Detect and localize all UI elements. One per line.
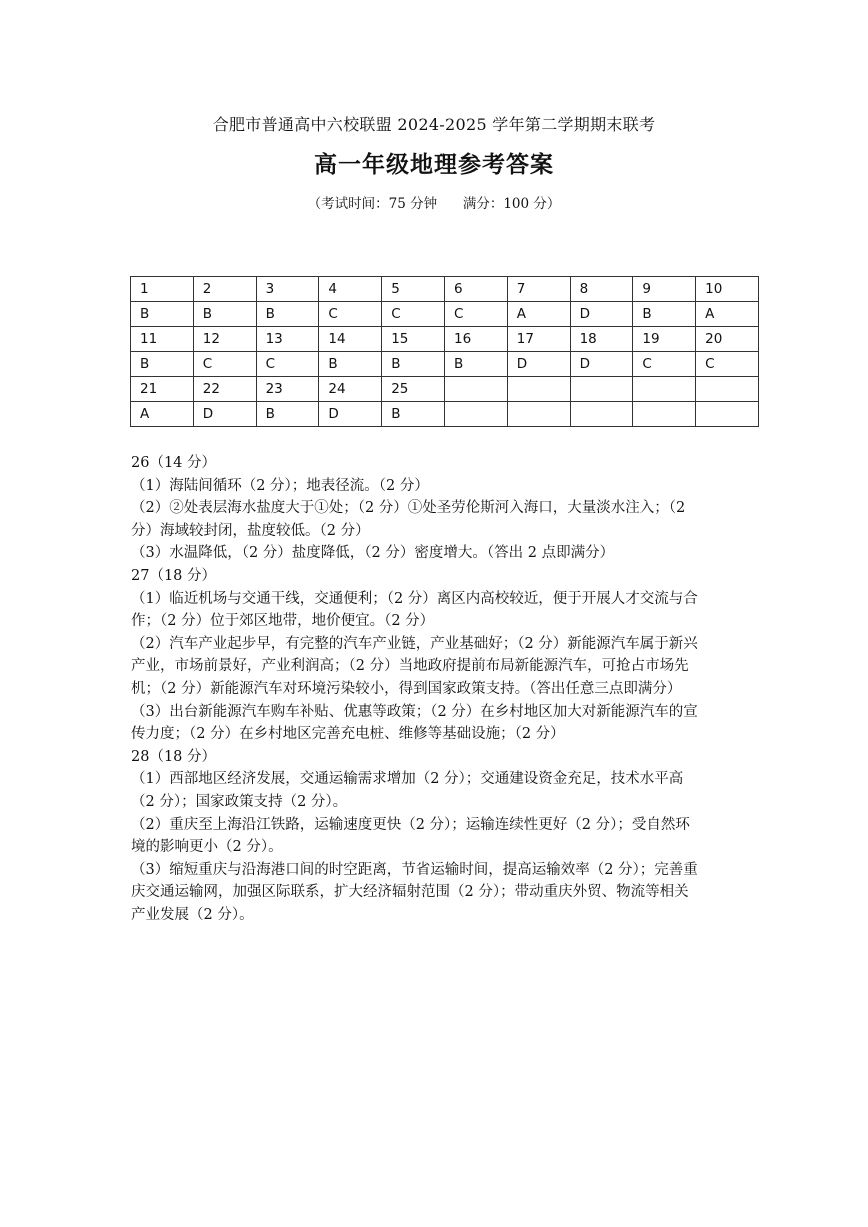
answer-line: （2 分）；国家政策支持（2 分）。 <box>131 793 348 810</box>
answer-line: （2）②处表层海水盐度大于①处；（2 分）①处圣劳伦斯河入海口，大量淡水注入；（2 <box>131 500 686 517</box>
exam-time-and-score: （考试时间：75 分钟 满分：100 分） <box>307 196 561 212</box>
table-cell: C <box>193 352 256 377</box>
table-cell: D <box>570 352 633 377</box>
multiple-choice-answer-table <box>130 276 759 427</box>
table-cell: D <box>319 402 382 427</box>
table-cell <box>696 402 759 427</box>
table-cell: 18 <box>570 327 633 352</box>
answer-line: 境的影响更小（2 分）。 <box>131 839 283 856</box>
exam-alliance-heading: 合肥市普通高中六校联盟 2024-2025 学年第二学期期末联考 <box>212 115 656 134</box>
table-cell: 21 <box>131 377 194 402</box>
table-row <box>131 352 759 377</box>
table-cell: 19 <box>633 327 696 352</box>
answer-line: 机；（2 分）新能源汽车对环境污染较小，得到国家政策支持。（答出任意三点即满分） <box>131 680 682 697</box>
page-title: 高一年级地理参考答案 <box>314 152 554 178</box>
table-cell: 4 <box>319 277 382 302</box>
table-cell: D <box>193 402 256 427</box>
table-row <box>131 377 759 402</box>
table-cell: B <box>382 402 445 427</box>
answer-line: 27（18 分） <box>131 567 217 584</box>
table-cell: D <box>570 302 633 327</box>
table-cell: C <box>633 352 696 377</box>
answer-line: 26（14 分） <box>131 455 217 471</box>
table-cell: 15 <box>382 327 445 352</box>
table-cell: C <box>444 302 507 327</box>
table-cell: B <box>256 402 319 427</box>
table-cell: 14 <box>319 327 382 352</box>
table-row <box>131 302 759 327</box>
table-cell: 12 <box>193 327 256 352</box>
table-cell: 3 <box>256 277 319 302</box>
table-cell: 17 <box>507 327 570 352</box>
table-cell <box>633 377 696 402</box>
table-cell: C <box>696 352 759 377</box>
table-cell: 11 <box>131 327 194 352</box>
table-cell <box>444 402 507 427</box>
table-cell: A <box>696 302 759 327</box>
answer-line: （1）海陆间循环（2 分）；地表径流。（2 分） <box>131 477 429 494</box>
table-cell: D <box>507 352 570 377</box>
answer-line: （1）临近机场与交通干线，交通便利；（2 分）离区内高校较近，便于开展人才交流与合 <box>131 590 698 607</box>
answer-line: 28（18 分） <box>131 748 217 765</box>
table-cell: A <box>507 302 570 327</box>
table-cell <box>507 377 570 402</box>
table-cell: 10 <box>696 277 759 302</box>
table-cell: 8 <box>570 277 633 302</box>
table-cell: B <box>319 352 382 377</box>
table-cell: 7 <box>507 277 570 302</box>
table-cell: 5 <box>382 277 445 302</box>
table-cell: B <box>131 302 194 327</box>
table-row <box>131 327 759 352</box>
table-cell: 1 <box>131 277 194 302</box>
table-cell: B <box>256 302 319 327</box>
answer-line: 传力度；（2 分）在乡村地区完善充电桩、维修等基础设施；（2 分） <box>131 726 565 743</box>
table-cell: 13 <box>256 327 319 352</box>
table-cell: 22 <box>193 377 256 402</box>
table-cell: B <box>633 302 696 327</box>
table-cell <box>507 402 570 427</box>
table-cell: B <box>382 352 445 377</box>
table-cell: 25 <box>382 377 445 402</box>
table-cell: 2 <box>193 277 256 302</box>
table-cell: 24 <box>319 377 382 402</box>
free-response-answers <box>131 452 751 926</box>
table-cell: 23 <box>256 377 319 402</box>
table-cell: 16 <box>444 327 507 352</box>
table-cell: B <box>444 352 507 377</box>
answer-line: （2）重庆至上海沿江铁路，运输速度更快（2 分）；运输连续性更好（2 分）；受自然环 <box>131 816 690 833</box>
answer-line: 作；（2 分）位于郊区地带，地价便宜。（2 分） <box>131 613 435 630</box>
table-cell: B <box>193 302 256 327</box>
answer-line: 分）海域较封闭，盐度较低。（2 分） <box>131 522 370 539</box>
table-cell: C <box>256 352 319 377</box>
table-cell: 20 <box>696 327 759 352</box>
table-cell <box>633 402 696 427</box>
answer-line: （1）西部地区经济发展，交通运输需求增加（2 分）；交通建设资金充足，技术水平高 <box>131 771 684 788</box>
table-cell: B <box>131 352 194 377</box>
answer-line: 产业，市场前景好，产业利润高；（2 分）当地政府提前布局新能源汽车，可抢占市场先 <box>131 658 689 675</box>
table-cell <box>570 377 633 402</box>
answer-line: （2）汽车产业起步早，有完整的汽车产业链，产业基础好；（2 分）新能源汽车属于新兴 <box>131 635 698 652</box>
table-cell <box>570 402 633 427</box>
answer-line: 庆交通运输网，加强区际联系，扩大经济辐射范围（2 分）；带动重庆外贸、物流等相关 <box>131 884 689 901</box>
answer-line: （3）水温降低，（2 分）盐度降低，（2 分）密度增大。（答出 2 点即满分） <box>131 545 615 562</box>
table-cell <box>444 377 507 402</box>
table-row <box>131 402 759 427</box>
answer-line: （3）缩短重庆与沿海港口间的时空距离，节省运输时间，提高运输效率（2 分）；完善重 <box>131 861 698 878</box>
table-cell: 6 <box>444 277 507 302</box>
table-row <box>131 277 759 302</box>
answer-line: 产业发展（2 分）。 <box>131 906 254 923</box>
answer-line: （3）出台新能源汽车购车补贴、优惠等政策；（2 分）在乡村地区加大对新能源汽车的宣 <box>131 703 698 720</box>
table-cell: C <box>319 302 382 327</box>
table-cell: C <box>382 302 445 327</box>
table-cell <box>696 377 759 402</box>
table-cell: A <box>131 402 194 427</box>
table-cell: 9 <box>633 277 696 302</box>
